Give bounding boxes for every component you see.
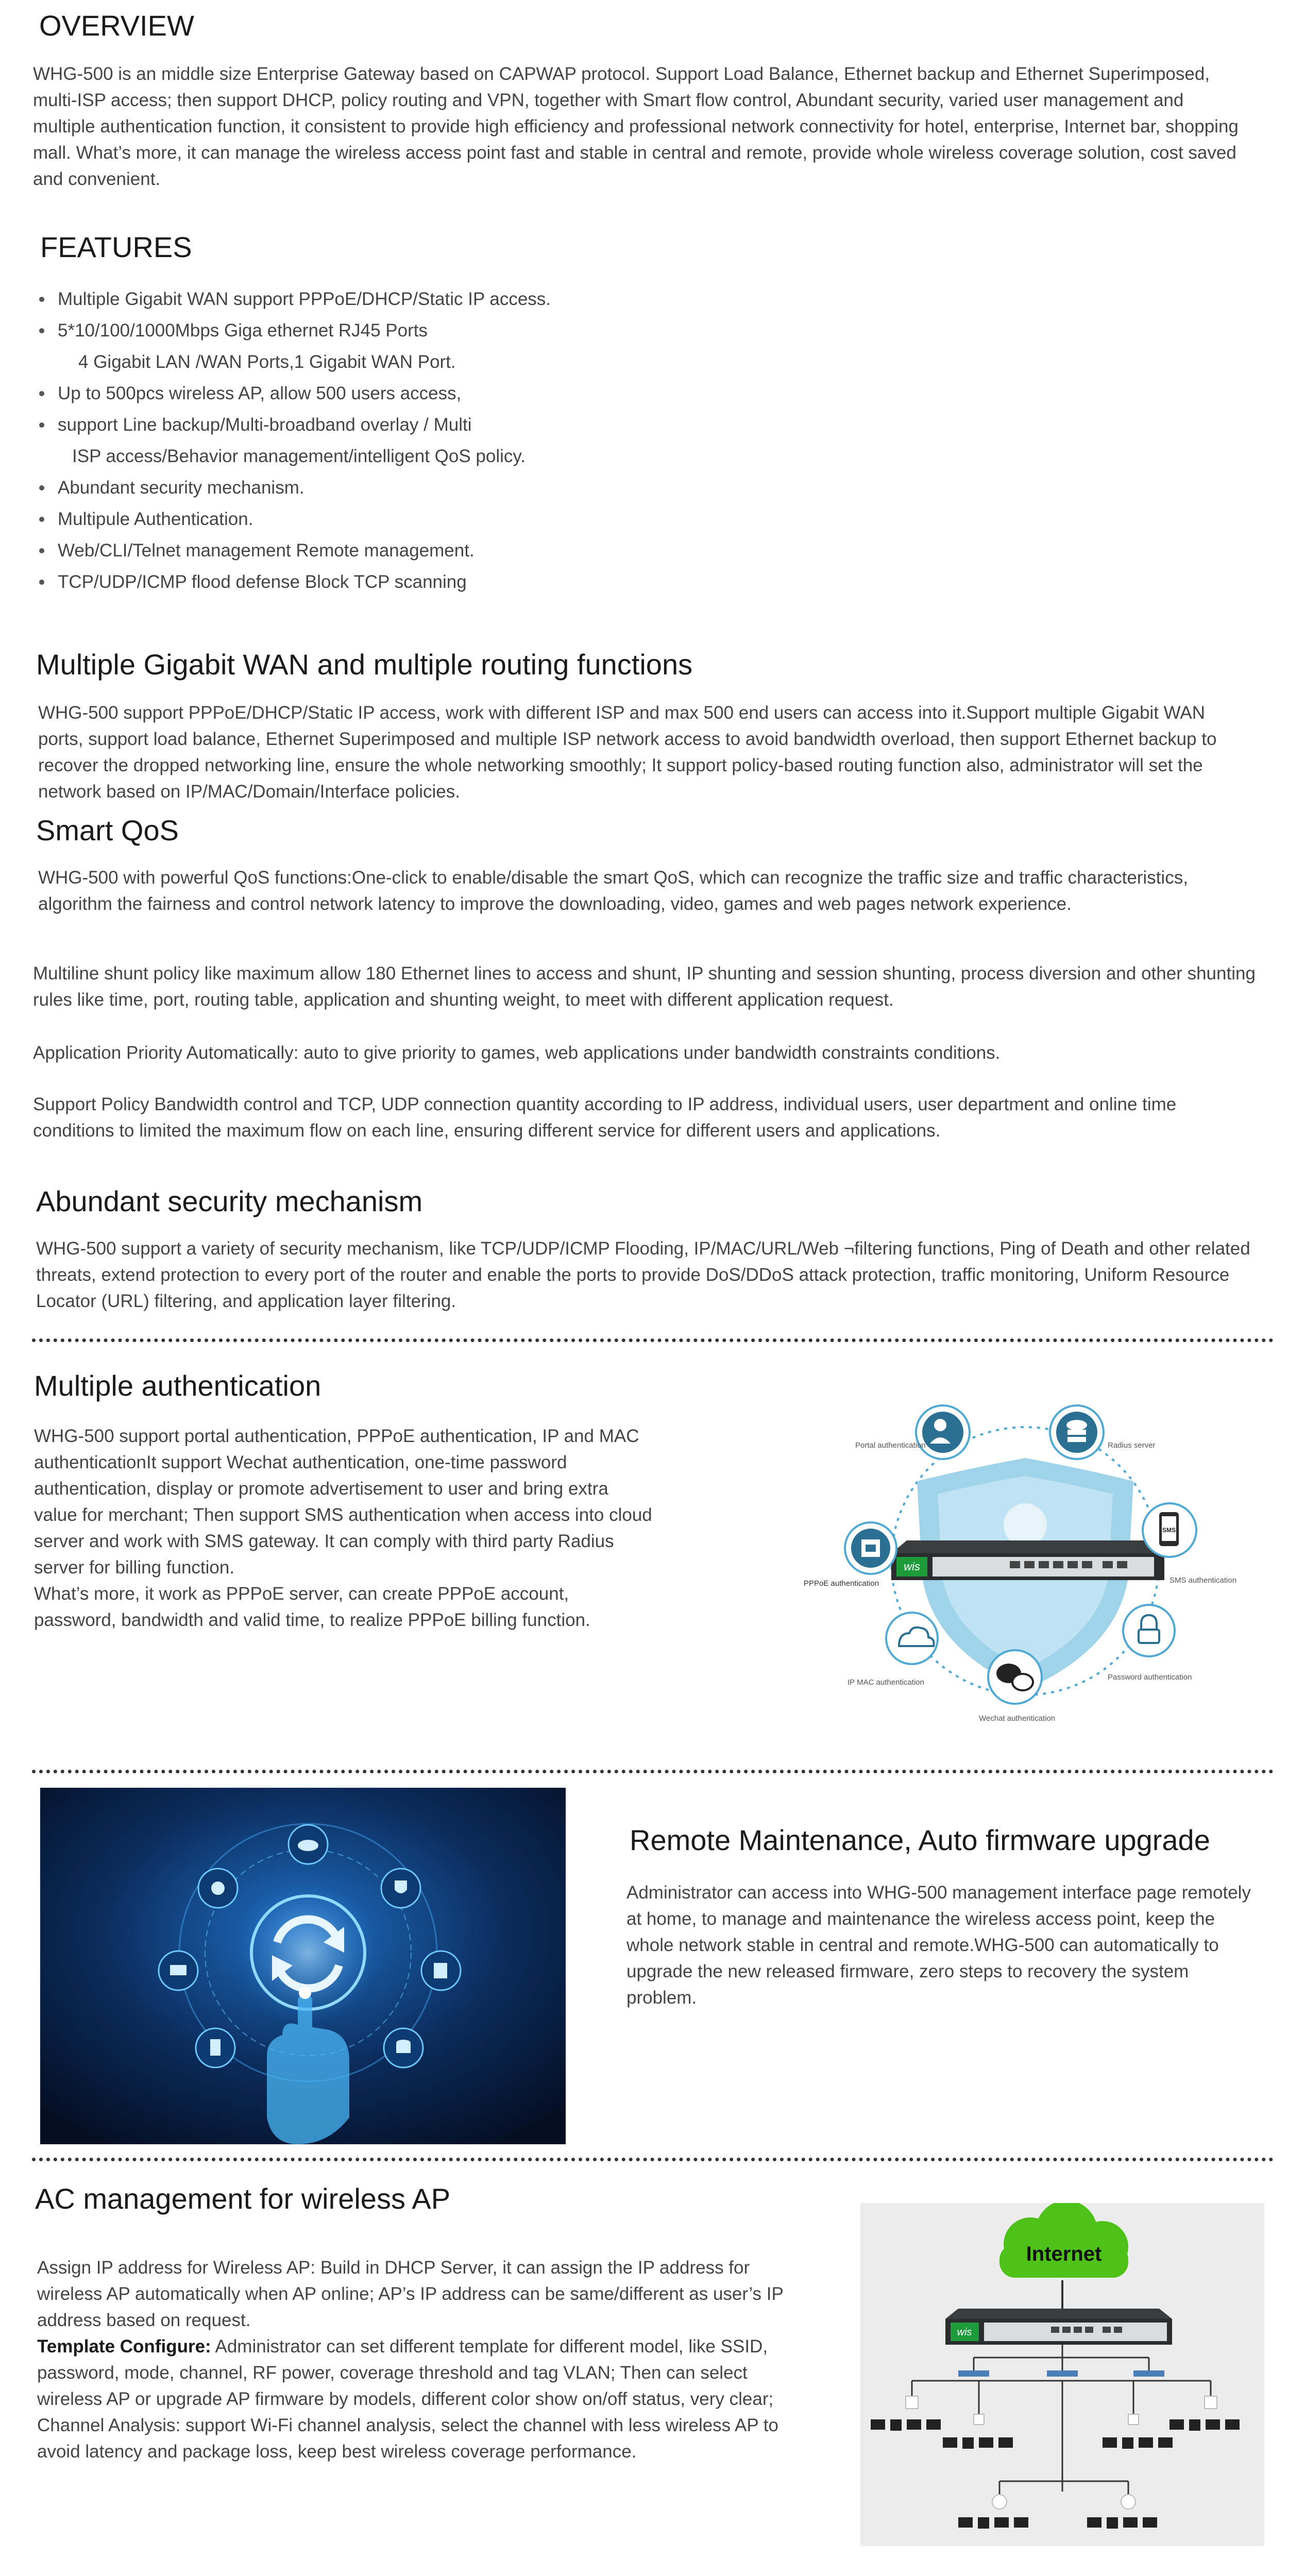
lock-icon bbox=[1004, 1503, 1047, 1547]
auth-text-2: What’s more, it work as PPPoE server, can create PPPoE account, password, bandwidth and valid time, to realize PPPoE billing function. bbox=[34, 1584, 590, 1630]
auth-text bbox=[34, 1423, 652, 1633]
qos-text-1: WHG-500 with powerful QoS functions:One-click to enable/disable the smart QoS, which can recognize the traffic size and traffic characteristics, algorithm the fairness and control network latency to improve the downloading, video, games and web pages network experience. bbox=[38, 868, 1188, 914]
overview-title: OVERVIEW bbox=[39, 9, 194, 42]
sms-auth-icon bbox=[1143, 1503, 1196, 1557]
sms-auth-label: SMS authentication bbox=[1170, 1576, 1237, 1585]
pppoe-auth-icon bbox=[845, 1522, 896, 1574]
wechat-auth-icon bbox=[988, 1650, 1042, 1704]
ip-mac-auth-label: IP MAC authentication bbox=[848, 1678, 924, 1687]
features-title: FEATURES bbox=[40, 231, 192, 263]
ac-text-1: Assign IP address for Wireless AP: Build in DHCP Server, it can assign the IP address for wireless AP automatically when AP online; AP’s IP address can be same/different as user’s IP address based on request. bbox=[37, 2258, 784, 2330]
radius-server-icon bbox=[1050, 1405, 1104, 1459]
device-brand: wis bbox=[904, 1560, 920, 1573]
feature-item: 4 Gigabit LAN /WAN Ports,1 Gigabit WAN Port. bbox=[78, 352, 456, 372]
portal-auth-label: Portal authentication bbox=[855, 1441, 926, 1450]
section-divider bbox=[32, 1338, 1274, 1342]
feature-item: support Line backup/Multi-broadband overlay / Multi bbox=[36, 409, 551, 440]
password-auth-icon bbox=[1123, 1605, 1175, 1656]
ac-text bbox=[37, 2255, 805, 2465]
qos-text-3: Application Priority Automatically: auto to give priority to games, web applications under bandwidth constraints conditions. bbox=[33, 1043, 1001, 1063]
security-title: Abundant security mechanism bbox=[36, 1185, 423, 1217]
feature-item: Multipule Authentication. bbox=[36, 503, 551, 535]
ip-mac-auth-icon bbox=[886, 1613, 938, 1664]
portal-auth-icon bbox=[916, 1405, 970, 1459]
internet-label: Internet bbox=[1026, 2243, 1102, 2265]
features-list bbox=[36, 283, 551, 598]
wechat-auth-label: Wechat authentication bbox=[979, 1714, 1056, 1723]
feature-item: Multiple Gigabit WAN support PPPoE/DHCP/Static IP access. bbox=[36, 283, 551, 315]
wan-title: Multiple Gigabit WAN and multiple routing functions bbox=[36, 648, 693, 681]
feature-item: 5*10/100/1000Mbps Giga ethernet RJ45 Ports bbox=[36, 315, 551, 346]
remote-maintenance-image bbox=[40, 1788, 566, 2144]
feature-item: TCP/UDP/ICMP flood defense Block TCP scanning bbox=[36, 566, 551, 598]
security-text: WHG-500 support a variety of security mechanism, like TCP/UDP/ICMP Flooding, IP/MAC/URL/Web ¬filtering functions, Ping of Death and other related threats, extend protection to every port of the router and enable the ports to provide DoS/DDoS attack protection, traffic monitoring, Uniform Resource Locator (URL) filtering, and application layer filtering. bbox=[36, 1239, 1250, 1311]
ac-template-text: Administrator can set different template for different model, like SSID, password, mode, channel, RF power, coverage threshold and tag VLAN; Then can select wireless AP or upgrade AP firmware by models, different color show on/off status, very clear; Channel Analysis: support Wi-Fi channel analysis, select the channel with less wireless AP to avoid latency and package loss, keep best wireless coverage performance. bbox=[37, 2336, 778, 2462]
ac-text-2 bbox=[37, 2333, 805, 2465]
section-divider bbox=[32, 1770, 1274, 1773]
section-divider bbox=[32, 2158, 1274, 2161]
wan-text: WHG-500 support PPPoE/DHCP/Static IP access, work with different ISP and max 500 end users can access into it.Support multiple Gigabit WAN ports, support load balance, Ethernet Superimposed and multiple ISP network access to avoid bandwidth overload, then support Ethernet backup to recover the dropped networking line, ensure the whole networking smoothly; It support policy-based routing function also, administrator will set the network based on IP/MAC/Domain/Interface policies. bbox=[38, 703, 1217, 802]
gateway-device bbox=[891, 1540, 1164, 1580]
auth-title: Multiple authentication bbox=[34, 1369, 321, 1402]
qos-text-2: Multiline shunt policy like maximum allow 180 Ethernet lines to access and shunt, IP shunting and session shunting, process diversion and other shunting rules like time, port, routing table, application and shunting weight, to meet with different application request. bbox=[33, 963, 1256, 1010]
ac-template-label: Template Configure: bbox=[37, 2336, 211, 2357]
qos-text-4: Support Policy Bandwidth control and TCP, UDP connection quantity according to IP address, individual users, user department and online time conditions to limited the maximum flow on each line, ensuring different service for different users and applications. bbox=[33, 1094, 1177, 1141]
ac-title: AC management for wireless AP bbox=[35, 2182, 451, 2215]
feature-item: ISP access/Behavior management/intelligent QoS policy. bbox=[72, 446, 526, 466]
ac-management-diagram bbox=[860, 2203, 1264, 2546]
password-auth-label: Password authentication bbox=[1108, 1673, 1192, 1682]
overview-text: WHG-500 is an middle size Enterprise Gateway based on CAPWAP protocol. Support Load Balance, Ethernet backup and Ethernet Superimposed, multi-ISP access; then support DHCP, policy routing and VPN, together with Smart flow control, Abundant security, varied user management and multiple authentication function, it consistent to provide high efficiency and professional network connectivity for hotel, enterprise, Internet bar, shopping mall. What’s more, it can manage the wireless access point fast and stable in central and remote, provide whole wireless coverage solution, cost saved and convenient. bbox=[33, 64, 1239, 189]
device-brand: wis bbox=[957, 2327, 972, 2338]
sms-icon-text: SMS bbox=[1162, 1527, 1176, 1534]
feature-item: Abundant security mechanism. bbox=[36, 472, 551, 503]
switch-group bbox=[958, 2370, 1164, 2377]
qos-title: Smart QoS bbox=[36, 814, 179, 846]
remote-title: Remote Maintenance, Auto firmware upgrade bbox=[630, 1824, 1210, 1856]
authentication-diagram bbox=[793, 1391, 1257, 1726]
feature-item: Web/CLI/Telnet management Remote management. bbox=[36, 535, 551, 566]
pppoe-auth-label: PPPoE authentication bbox=[804, 1579, 879, 1588]
feature-item: Up to 500pcs wireless AP, allow 500 users access, bbox=[36, 378, 551, 409]
radius-server-label: Radius server bbox=[1108, 1441, 1156, 1450]
gateway-device bbox=[945, 2309, 1172, 2345]
auth-text-1: WHG-500 support portal authentication, PPPoE authentication, IP and MAC authenticationIt support Wechat authentication, one-time password authentication, display or promote advertisement to user and bring extra value for merchant; Then support SMS authentication when access into cloud server and work with SMS gateway. It can comply with third party Radius server for billing function. bbox=[34, 1426, 652, 1578]
remote-text: Administrator can access into WHG-500 management interface page remotely at home, to manage and maintenance the wireless access point, keep the whole network stable in central and remote.WHG-500 can automatically to upgrade the new released firmware, zero steps to recovery the system problem. bbox=[626, 1883, 1251, 2008]
